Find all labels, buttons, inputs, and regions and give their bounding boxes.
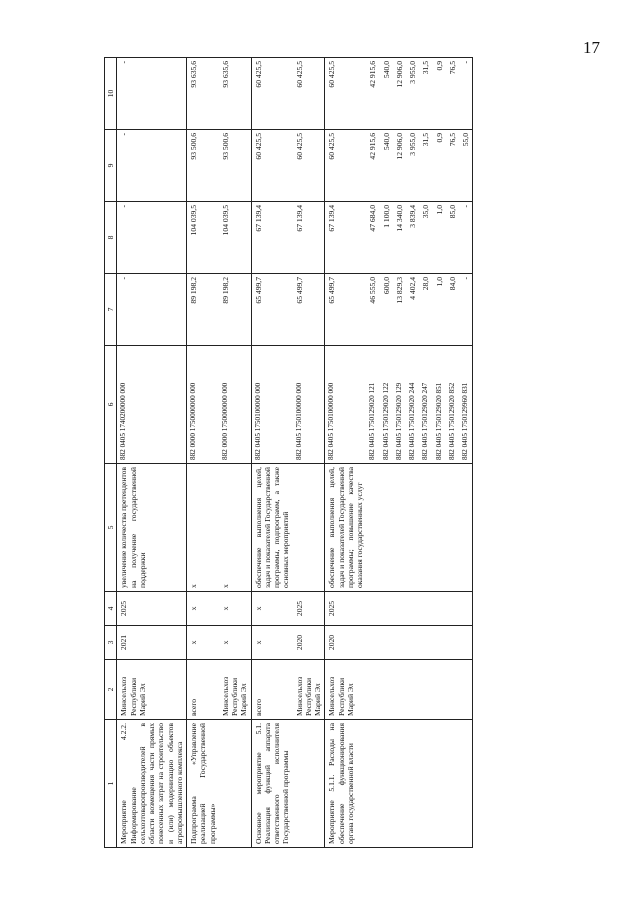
cell-start-year (380, 626, 393, 660)
header-col-7: 7 (105, 274, 117, 346)
cell-executor (393, 660, 406, 720)
cell-start-year: 2021 (117, 626, 187, 660)
cell-budget-code: 882 0405 1750129020 121 (366, 346, 379, 464)
cell-value-8: - (459, 202, 473, 274)
cell-budget-code: 882 0405 1750129020 244 (406, 346, 419, 464)
cell-value-7: 89 198,2 (187, 274, 219, 346)
cell-end-year: 2025 (293, 592, 325, 626)
cell-expected-result (406, 464, 419, 592)
cell-name: Мероприятие 4.2.2. Информирование сельхозтоваропроизводителей в области возмещения части прямых понесенных затрат на строительство и (или) модернизацию объектов агропромышленного комплекса (117, 720, 187, 848)
cell-value-10: 76,5 (446, 58, 459, 130)
table-row (419, 58, 432, 848)
cell-budget-code: 882 0405 1750100000 000 (251, 346, 293, 464)
table-row (393, 58, 406, 848)
table-header (105, 58, 117, 848)
cell-expected-result (433, 464, 446, 592)
cell-value-10: 31,5 (419, 58, 432, 130)
cell-value-7: 46 555,0 (366, 274, 379, 346)
cell-name (433, 720, 446, 848)
cell-value-8: - (117, 202, 187, 274)
cell-expected-result: обеспечение выполнения целей, задач и показателей Государственной программы; повышение качества оказания государственных услуг (325, 464, 367, 592)
cell-end-year (366, 592, 379, 626)
cell-end-year (433, 592, 446, 626)
cell-start-year: 2020 (325, 626, 367, 660)
cell-value-9: 93 500,6 (187, 130, 219, 202)
cell-value-9: - (117, 130, 187, 202)
cell-start-year (459, 626, 473, 660)
cell-value-10: 0,9 (433, 58, 446, 130)
rotated-table-wrapper (104, 58, 608, 848)
header-col-10: 10 (105, 58, 117, 130)
cell-value-10: - (117, 58, 187, 130)
cell-budget-code: 882 0405 1750129960 831 (459, 346, 473, 464)
cell-value-8: 35,0 (419, 202, 432, 274)
table-body (117, 58, 473, 848)
cell-expected-result (293, 464, 325, 592)
cell-executor: всего (251, 660, 293, 720)
cell-value-9: 42 915,6 (366, 130, 379, 202)
cell-executor: Минсельхоз Республики Марий Эл (325, 660, 367, 720)
cell-value-7: 1,0 (433, 274, 446, 346)
cell-name (459, 720, 473, 848)
cell-executor (459, 660, 473, 720)
table-row (406, 58, 419, 848)
cell-name (380, 720, 393, 848)
table-row (446, 58, 459, 848)
table-row (219, 58, 251, 848)
cell-budget-code: 882 0405 1750100000 000 (325, 346, 367, 464)
cell-start-year: х (219, 626, 251, 660)
header-col-1: 1 (105, 720, 117, 848)
cell-expected-result: обеспечение выполнения целей, задач и показателей Государственной программы, подпрограмм, а также основных мероприятий (251, 464, 293, 592)
cell-end-year (380, 592, 393, 626)
cell-expected-result (459, 464, 473, 592)
header-col-8: 8 (105, 202, 117, 274)
cell-value-7: - (117, 274, 187, 346)
cell-value-10: - (459, 58, 473, 130)
cell-start-year (419, 626, 432, 660)
cell-start-year: х (251, 626, 293, 660)
page-number: 17 (583, 38, 600, 57)
cell-end-year: х (251, 592, 293, 626)
cell-value-7: 84,0 (446, 274, 459, 346)
cell-name (219, 720, 251, 848)
cell-value-9: 93 500,6 (219, 130, 251, 202)
cell-budget-code: 882 0405 1750129020 852 (446, 346, 459, 464)
cell-end-year (393, 592, 406, 626)
cell-value-8: 67 139,4 (325, 202, 367, 274)
cell-executor (380, 660, 393, 720)
table-row (433, 58, 446, 848)
cell-expected-result: увеличение количества претендентов на получение государственной поддержки (117, 464, 187, 592)
cell-end-year (419, 592, 432, 626)
cell-value-9: 540,0 (380, 130, 393, 202)
cell-value-8: 14 340,0 (393, 202, 406, 274)
cell-value-9: 31,5 (419, 130, 432, 202)
cell-name (293, 720, 325, 848)
cell-value-9: 60 425,5 (293, 130, 325, 202)
cell-value-8: 3 839,4 (406, 202, 419, 274)
cell-executor (406, 660, 419, 720)
cell-expected-result (380, 464, 393, 592)
header-col-5: 5 (105, 464, 117, 592)
cell-value-10: 3 955,0 (406, 58, 419, 130)
cell-value-10: 540,0 (380, 58, 393, 130)
cell-name: Мероприятие 5.1.1. Расходы на обеспечение функционирования органа государственной власти (325, 720, 367, 848)
cell-expected-result (366, 464, 379, 592)
cell-value-8: 67 139,4 (293, 202, 325, 274)
cell-value-7: 65 499,7 (325, 274, 367, 346)
cell-name (406, 720, 419, 848)
cell-name (446, 720, 459, 848)
cell-start-year (393, 626, 406, 660)
table-row (380, 58, 393, 848)
cell-executor: Минсельхоз Республики Марий Эл (117, 660, 187, 720)
cell-expected-result: х (219, 464, 251, 592)
cell-executor (433, 660, 446, 720)
cell-value-10: 93 635,6 (187, 58, 219, 130)
table-row (293, 58, 325, 848)
cell-start-year (433, 626, 446, 660)
cell-end-year (459, 592, 473, 626)
cell-value-7: 28,0 (419, 274, 432, 346)
table-row (187, 58, 219, 848)
cell-expected-result (419, 464, 432, 592)
cell-value-7: 13 829,3 (393, 274, 406, 346)
cell-executor: всего (187, 660, 219, 720)
cell-budget-code: 882 0000 1750000000 000 (187, 346, 219, 464)
cell-end-year (406, 592, 419, 626)
cell-value-7: - (459, 274, 473, 346)
cell-value-8: 1,0 (433, 202, 446, 274)
cell-expected-result (393, 464, 406, 592)
table-row (117, 58, 187, 848)
cell-value-9: 3 955,0 (406, 130, 419, 202)
cell-value-9: 0,9 (433, 130, 446, 202)
header-col-6: 6 (105, 346, 117, 464)
cell-value-8: 104 039,5 (187, 202, 219, 274)
cell-name (393, 720, 406, 848)
table-row (459, 58, 473, 848)
cell-value-8: 104 039,5 (219, 202, 251, 274)
budget-table (104, 57, 473, 848)
cell-value-7: 65 499,7 (251, 274, 293, 346)
cell-expected-result (446, 464, 459, 592)
cell-budget-code: 882 0405 1750129020 247 (419, 346, 432, 464)
cell-executor (366, 660, 379, 720)
table-row (251, 58, 293, 848)
cell-executor (419, 660, 432, 720)
cell-name: Основное мероприятие 5.1. Реализация функций аппарата ответственного исполнителя Государственной программы (251, 720, 293, 848)
table-row (325, 58, 367, 848)
header-col-4: 4 (105, 592, 117, 626)
cell-end-year: 2025 (117, 592, 187, 626)
header-col-9: 9 (105, 130, 117, 202)
cell-end-year: х (187, 592, 219, 626)
cell-value-9: 76,5 (446, 130, 459, 202)
cell-value-9: 12 906,0 (393, 130, 406, 202)
cell-budget-code: 882 0405 1740200000 000 (117, 346, 187, 464)
cell-value-9: 60 425,5 (251, 130, 293, 202)
cell-value-10: 12 906,0 (393, 58, 406, 130)
cell-value-9: 55,0 (459, 130, 473, 202)
cell-name (419, 720, 432, 848)
cell-end-year (446, 592, 459, 626)
cell-executor (446, 660, 459, 720)
cell-value-10: 60 425,5 (251, 58, 293, 130)
cell-value-8: 1 100,0 (380, 202, 393, 274)
cell-value-10: 93 635,6 (219, 58, 251, 130)
cell-name (366, 720, 379, 848)
cell-end-year: х (219, 592, 251, 626)
cell-executor: Минсельхоз Республики Марий Эл (293, 660, 325, 720)
cell-budget-code: 882 0405 1750100000 000 (293, 346, 325, 464)
cell-budget-code: 882 0405 1750129020 129 (393, 346, 406, 464)
cell-value-7: 4 402,4 (406, 274, 419, 346)
cell-executor: Минсельхоз Республики Марий Эл (219, 660, 251, 720)
cell-start-year (406, 626, 419, 660)
cell-budget-code: 882 0000 1750000000 000 (219, 346, 251, 464)
cell-expected-result: х (187, 464, 219, 592)
cell-value-8: 67 139,4 (251, 202, 293, 274)
cell-start-year: х (187, 626, 219, 660)
cell-name: Подпрограмма «Управление реализацией Государственной программы» (187, 720, 219, 848)
cell-value-9: 60 425,5 (325, 130, 367, 202)
cell-budget-code: 882 0405 1750129020 851 (433, 346, 446, 464)
cell-start-year: 2020 (293, 626, 325, 660)
cell-value-7: 600,0 (380, 274, 393, 346)
cell-budget-code: 882 0405 1750129020 122 (380, 346, 393, 464)
cell-start-year (366, 626, 379, 660)
cell-value-7: 89 198,2 (219, 274, 251, 346)
header-col-2: 2 (105, 660, 117, 720)
cell-value-7: 65 499,7 (293, 274, 325, 346)
table-row (366, 58, 379, 848)
cell-end-year: 2025 (325, 592, 367, 626)
cell-value-10: 60 425,5 (325, 58, 367, 130)
cell-value-10: 60 425,5 (293, 58, 325, 130)
cell-value-10: 42 915,6 (366, 58, 379, 130)
header-col-3: 3 (105, 626, 117, 660)
cell-value-8: 85,0 (446, 202, 459, 274)
cell-start-year (446, 626, 459, 660)
cell-value-8: 47 684,0 (366, 202, 379, 274)
